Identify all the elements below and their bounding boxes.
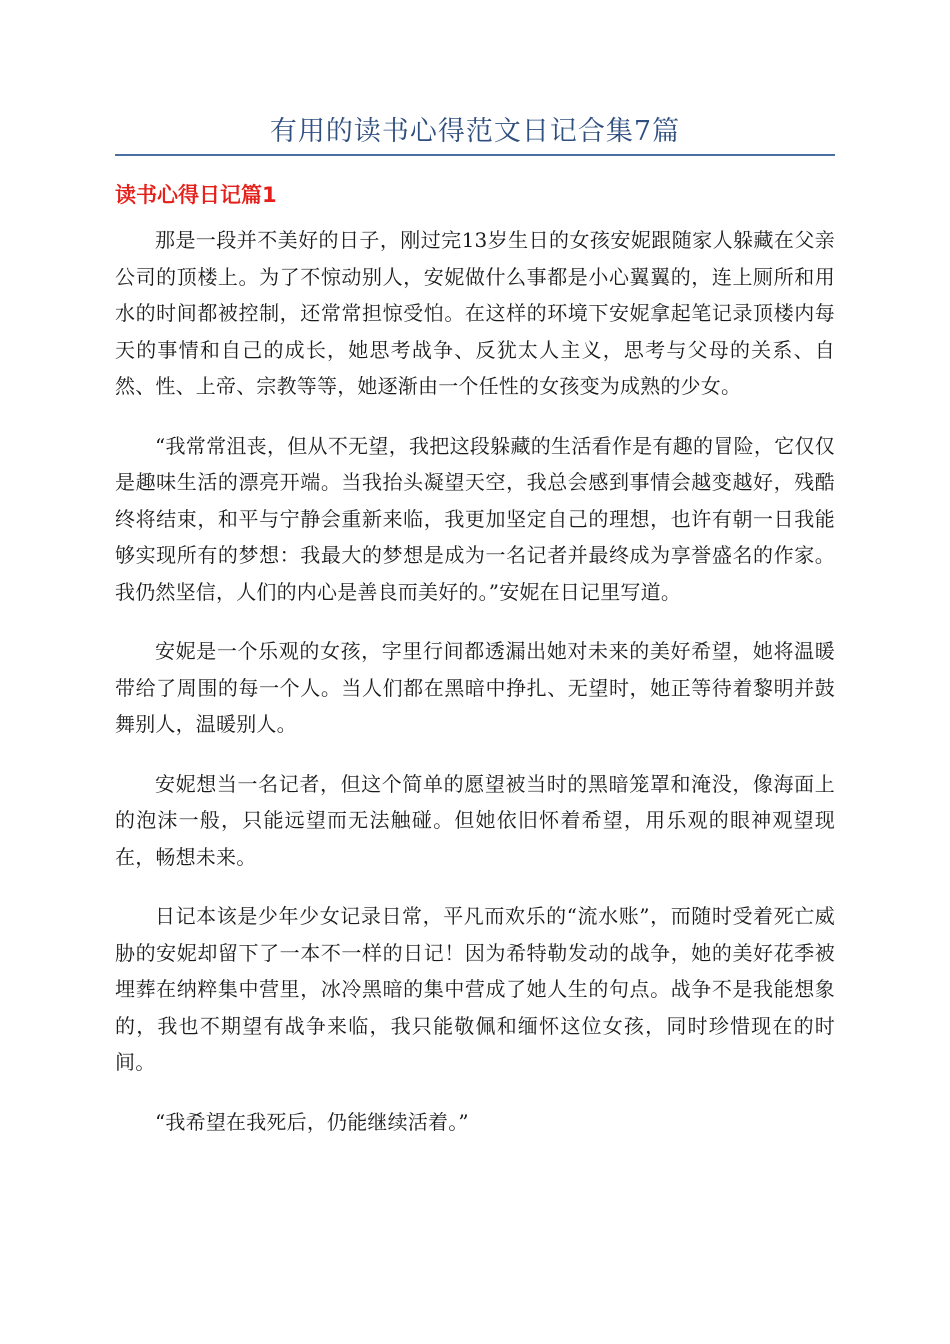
- section-heading: 读书心得日记篇1: [115, 183, 277, 207]
- paragraph: 日记本该是少年少女记录日常，平凡而欢乐的“流水账”，而随时受着死亡威胁的安妮却留下了一本不一样的日记！因为希特勒发动的战争，她的美好花季被埋葬在纳粹集中营里，冰冷黑暗的集中营成了她人生的句点。战争不是我能想象的，我也不期望有战争来临，我只能敬佩和缅怀这位女孩，同时珍惜现在的时间。: [115, 904, 835, 1074]
- body-text: [115, 222, 835, 1163]
- paragraph: “我常常沮丧，但从不无望，我把这段躲藏的生活看作是有趣的冒险，它仅仅是趣味生活的漂亮开端。当我抬头凝望天空，我总会感到事情会越变越好，残酷终将结束，和平与宁静会重新来临，我更加坚定自己的理想，也许有朝一日我能够实现所有的梦想：我最大的梦想是成为一名记者并最终成为享誉盛名的作家。我仍然坚信，人们的内心是善良而美好的。”安妮在日记里写道。: [115, 433, 835, 604]
- paragraph: 安妮想当一名记者，但这个简单的愿望被当时的黑暗笼罩和淹没，像海面上的泡沫一般，只能远望而无法触碰。但她依旧怀着希望，用乐观的眼神观望现在，畅想未来。: [115, 771, 835, 869]
- paragraph: 安妮是一个乐观的女孩，字里行间都透漏出她对未来的美好希望，她将温暖带给了周围的每一个人。当人们都在黑暗中挣扎、无望时，她正等待着黎明并鼓舞别人，温暖别人。: [115, 639, 835, 736]
- document-title: 有用的读书心得范文日记合集7篇: [269, 116, 681, 147]
- paragraph: “我希望在我死后，仍能继续活着。”: [155, 1109, 469, 1134]
- title-underline: [115, 154, 835, 156]
- paragraph: 那是一段并不美好的日子，刚过完13岁生日的女孩安妮跟随家人躲藏在父亲公司的顶楼上。为了不惊动别人，安妮做什么事都是小心翼翼的，连上厕所和用水的时间都被控制，还常常担惊受怕。在这样的环境下安妮拿起笔记录顶楼内每天的事情和自己的成长，她思考战争、反犹太人主义，思考与父母的关系、自然、性、上帝、宗教等等，她逐渐由一个任性的女孩变为成熟的少女。: [115, 228, 835, 398]
